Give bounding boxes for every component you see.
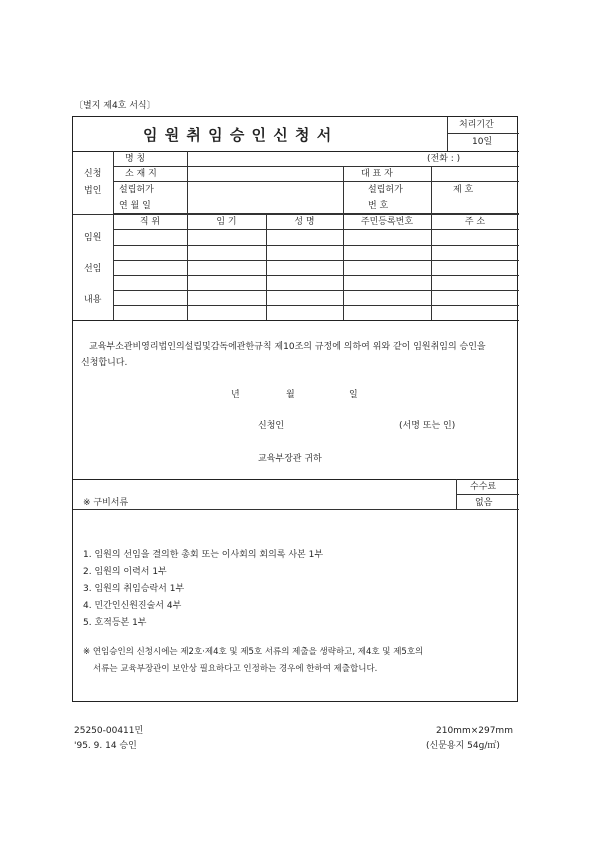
form-number: 〔별지 제4호 서식〕 (74, 101, 156, 111)
fee-label: 수수료 (470, 482, 497, 492)
attachments-header: ※ 구비서류 (83, 498, 129, 508)
paper-size: 210mm×297mm (436, 726, 513, 736)
processing-value: 10일 (472, 137, 493, 147)
signature-placeholder: (서명 또는 인) (399, 421, 456, 431)
column-header-address: 주 소 (464, 217, 486, 227)
form-code: 25250-00411민 (74, 726, 144, 736)
statement-text: 교육부소관비영리법인의설립및감독에관한규칙 제10조의 규정에 의하여 위와 같이 임원취임의 승인을 신청합니다. (81, 342, 486, 368)
officers-side-label-1: 임원 (84, 233, 102, 243)
name-label: 명 칭 (125, 154, 146, 164)
column-header-term: 임 기 (216, 217, 237, 227)
address-label: 소 재 지 (125, 169, 157, 179)
representative-label: 대 표 자 (361, 169, 393, 179)
phone-label: (전화 : ) (427, 154, 461, 164)
form-title: 임 원 취 임 승 인 신 청 서 (143, 126, 333, 144)
column-header-position: 직 위 (139, 217, 161, 227)
applicant-side-label-2: 법인 (84, 186, 102, 196)
column-header-name: 성 명 (294, 217, 315, 227)
paper-spec: (신문용지 54g/㎡) (426, 741, 500, 751)
attachment-item-5: 5. 호적등본 1부 (83, 618, 147, 628)
officers-side-label-2: 선임 (84, 264, 102, 274)
approval-date: '95. 9. 14 승인 (74, 741, 137, 751)
date-day: 일 (349, 390, 358, 400)
note-line-2: 서류는 교육부장관이 보안상 필요하다고 인정하는 경우에 한하여 제출합니다. (93, 664, 378, 674)
permit-no-label-2: 번 호 (368, 201, 389, 211)
permit-date-label-1: 설립허가 (119, 185, 154, 195)
permit-no-value: 제 호 (453, 185, 474, 195)
permit-no-label-1: 설립허가 (368, 185, 403, 195)
application-form (72, 116, 518, 702)
fee-value: 없음 (475, 498, 493, 508)
processing-label: 처리기간 (459, 120, 494, 130)
permit-date-label-2: 연 월 일 (119, 201, 151, 211)
attachment-item-3: 3. 임원의 취임승락서 1부 (83, 584, 185, 594)
applicant-sign-label: 신청인 (258, 421, 285, 431)
column-header-id-number: 주민등록번호 (360, 217, 414, 227)
attachment-item-4: 4. 민간인신원진술서 4부 (83, 601, 182, 611)
addressee: 교육부장관 귀하 (258, 454, 322, 464)
note-line-1: ※ 연임승인의 신청시에는 제2호·제4호 및 제5호 서류의 제출을 생략하고, 제4호 및 제5호의 (83, 647, 424, 657)
applicant-side-label-1: 신청 (84, 169, 102, 179)
date-month: 월 (286, 390, 295, 400)
date-year: 년 (231, 390, 240, 400)
officers-side-label-3: 내용 (84, 295, 102, 305)
attachment-item-1: 1. 임원의 선임을 결의한 총회 또는 이사회의 회의록 사본 1부 (83, 550, 324, 560)
attachment-item-2: 2. 임원의 이력서 1부 (83, 567, 167, 577)
